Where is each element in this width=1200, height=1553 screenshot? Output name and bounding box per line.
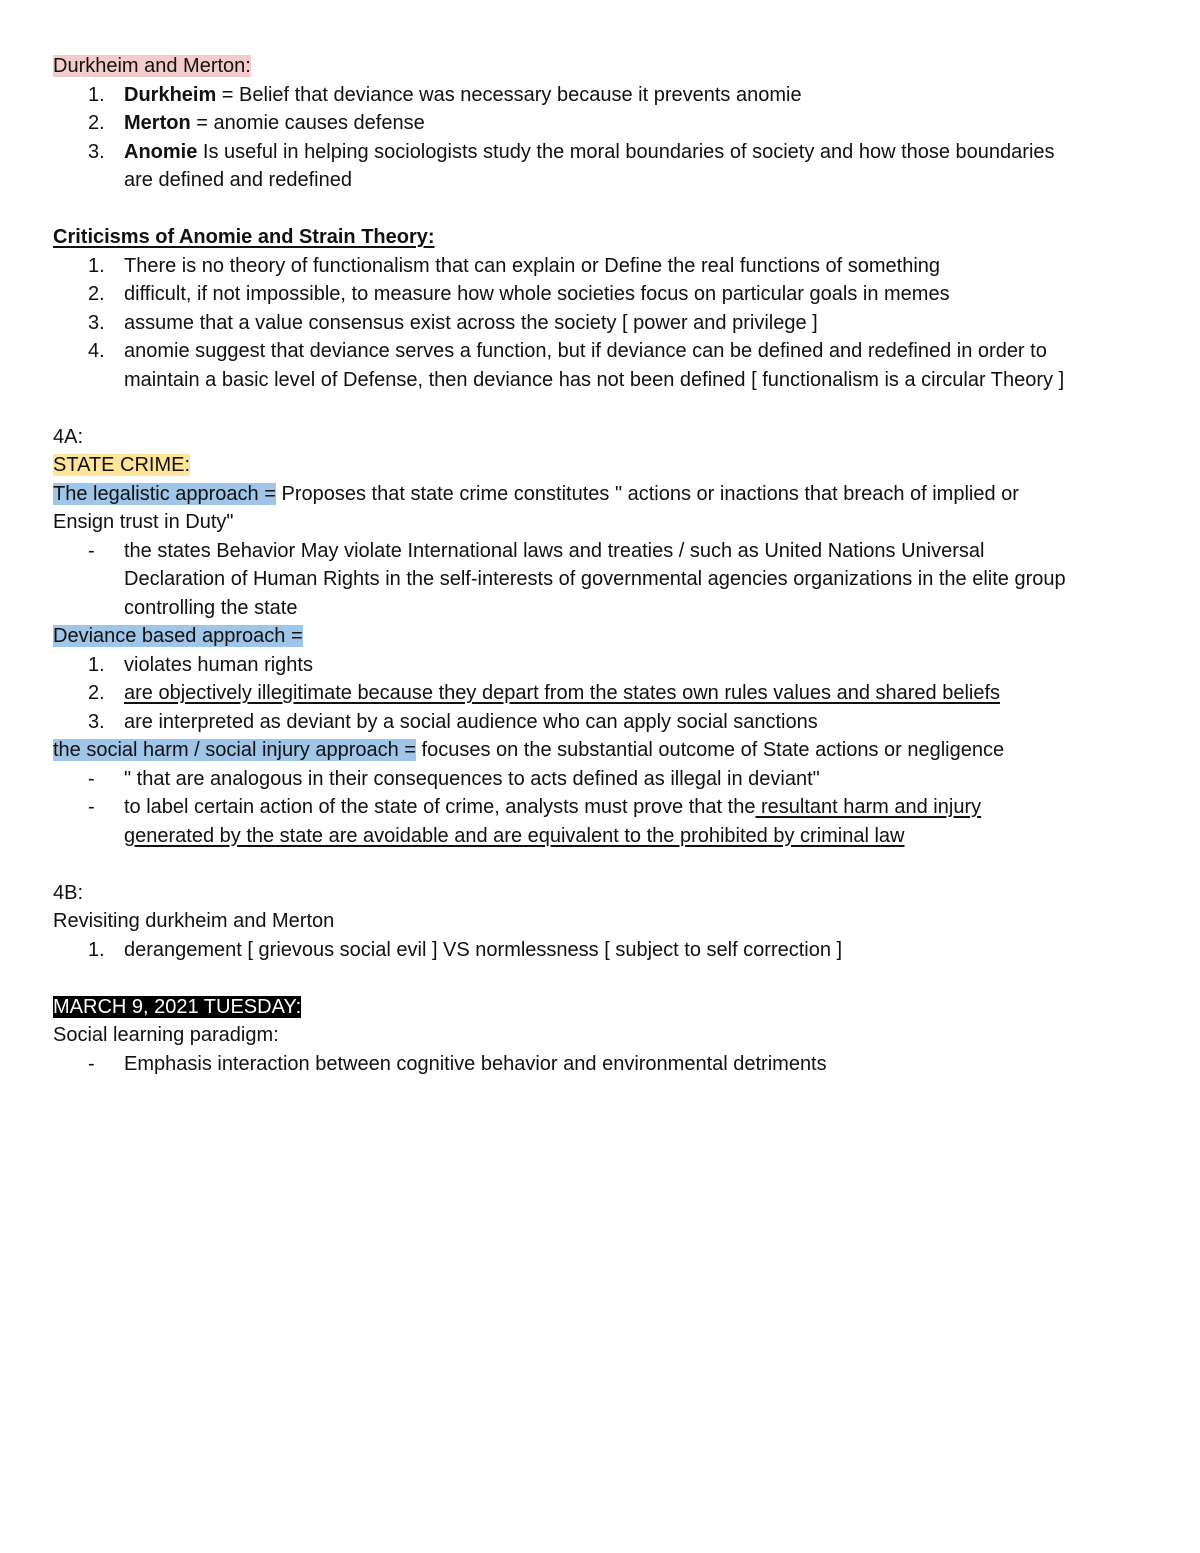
item-text: " that are analogous in their consequences to acts defined as illegal in deviant" [124, 767, 820, 790]
highlighted-term: Deviance based approach = [53, 625, 303, 647]
document-body [53, 52, 1153, 1078]
highlighted-heading: Durkheim and Merton: [53, 55, 251, 77]
list-number: 2. [88, 682, 105, 704]
list-item [53, 109, 1153, 138]
section-label: 4B: [53, 881, 84, 904]
list-number: 3. [88, 710, 105, 733]
list-item [53, 252, 1153, 281]
list-item [53, 1050, 1153, 1079]
list-number: 1. [88, 83, 105, 106]
paragraph-text: Proposes that state crime constitutes " actions or inactions that breach of implied or [275, 482, 1019, 505]
item-text-underlined-continued: generated by the state are avoidable and are equivalent to the prohibited by criminal law [124, 824, 905, 847]
item-text-underlined: resultant harm and injury [755, 796, 982, 818]
blank-line [53, 964, 1153, 993]
item-text: violates human rights [124, 653, 313, 676]
numbered-list [53, 936, 1153, 965]
list-item [53, 793, 1153, 850]
list-number: 1. [88, 254, 105, 277]
list-item [53, 708, 1153, 737]
paragraph-text: focuses on the substantial outcome of State actions or negligence [415, 739, 1005, 761]
deviance-heading [53, 622, 1153, 651]
list-number: 2. [88, 283, 105, 305]
item-text-underlined: are objectively illegitimate because they depart from the states own rules values and shared beliefs [124, 682, 1001, 704]
list-item [53, 337, 1153, 394]
highlighted-term: the social harm / social injury approach = [53, 739, 416, 761]
highlighted-heading: STATE CRIME: [53, 454, 191, 476]
section-heading: Revisiting durkheim and Merton [53, 910, 335, 932]
term: Anomie [124, 140, 198, 163]
item-text: Emphasis interaction between cognitive behavior and environmental detriments [124, 1052, 827, 1075]
date-heading [53, 993, 1153, 1022]
bullet-marker: - [88, 539, 95, 562]
harm-paragraph [53, 736, 1153, 765]
item-text: Is useful in helping sociologists study the moral boundaries of society and how those boundaries [197, 140, 1055, 163]
item-text: the states Behavior May violate International laws and treaties / such as United Nations Universal [124, 539, 985, 562]
blank-line [53, 195, 1153, 224]
item-text: difficult, if not impossible, to measure how whole societies focus on particular goals in memes [124, 283, 950, 305]
list-item [53, 138, 1153, 195]
item-text: = anomie causes defense [190, 112, 425, 134]
item-text: = Belief that deviance was necessary because it prevents anomie [216, 83, 802, 106]
list-number: 4. [88, 340, 105, 362]
list-item [53, 280, 1153, 309]
blank-line [53, 850, 1153, 879]
list-item [53, 81, 1153, 110]
list-number: 3. [88, 140, 105, 163]
item-text: anomie suggest that deviance serves a function, but if deviance can be defined and redefined in order to [124, 340, 1047, 362]
list-item [53, 309, 1153, 338]
term: Merton [124, 112, 191, 134]
list-item [53, 679, 1153, 708]
highlighted-date: MARCH 9, 2021 TUESDAY: [53, 995, 302, 1018]
item-text: There is no theory of functionalism that can explain or Define the real functions of something [124, 254, 941, 277]
paragraph-continued: Ensign trust in Duty" [53, 511, 234, 533]
list-number: 1. [88, 938, 105, 961]
list-item [53, 537, 1153, 623]
bullet-marker: - [88, 767, 95, 790]
numbered-list [53, 651, 1153, 737]
section-heading [53, 52, 1153, 81]
list-item [53, 936, 1153, 965]
blank-line [53, 394, 1153, 423]
item-text-continued: are defined and redefined [124, 169, 352, 191]
item-text: to label certain action of the state of crime, analysts must prove that the [124, 796, 756, 818]
item-text: derangement [ grievous social evil ] VS normlessness [ subject to self correction ] [124, 938, 843, 961]
item-text: assume that a value consensus exist across the society [ power and privilege ] [124, 311, 818, 334]
list-item [53, 651, 1153, 680]
section-heading: Criticisms of Anomie and Strain Theory: [53, 226, 435, 248]
list-number: 2. [88, 112, 105, 134]
item-text: are interpreted as deviant by a social audience who can apply social sanctions [124, 710, 818, 733]
bullet-marker: - [88, 1052, 95, 1075]
numbered-list [53, 252, 1153, 395]
list-number: 1. [88, 653, 105, 676]
highlighted-term: The legalistic approach = [53, 482, 276, 505]
item-text-continued: maintain a basic level of Defense, then deviance has not been defined [ functionalism is a circular Theory ] [124, 368, 1065, 391]
numbered-list [53, 81, 1153, 195]
bullet-list [53, 537, 1153, 623]
list-number: 3. [88, 311, 105, 334]
list-item [53, 765, 1153, 794]
section-label: 4A: [53, 425, 84, 448]
bullet-list [53, 1050, 1153, 1079]
bullet-list [53, 765, 1153, 851]
section-heading: Social learning paradigm: [53, 1024, 279, 1046]
item-text-continued: controlling the state [124, 596, 298, 619]
legalistic-paragraph [53, 480, 1153, 509]
item-text-continued: Declaration of Human Rights in the self-interests of governmental agencies organizations in the elite group [124, 568, 1066, 590]
section-heading [53, 451, 1153, 480]
bullet-marker: - [88, 796, 95, 818]
term: Durkheim [124, 83, 217, 106]
